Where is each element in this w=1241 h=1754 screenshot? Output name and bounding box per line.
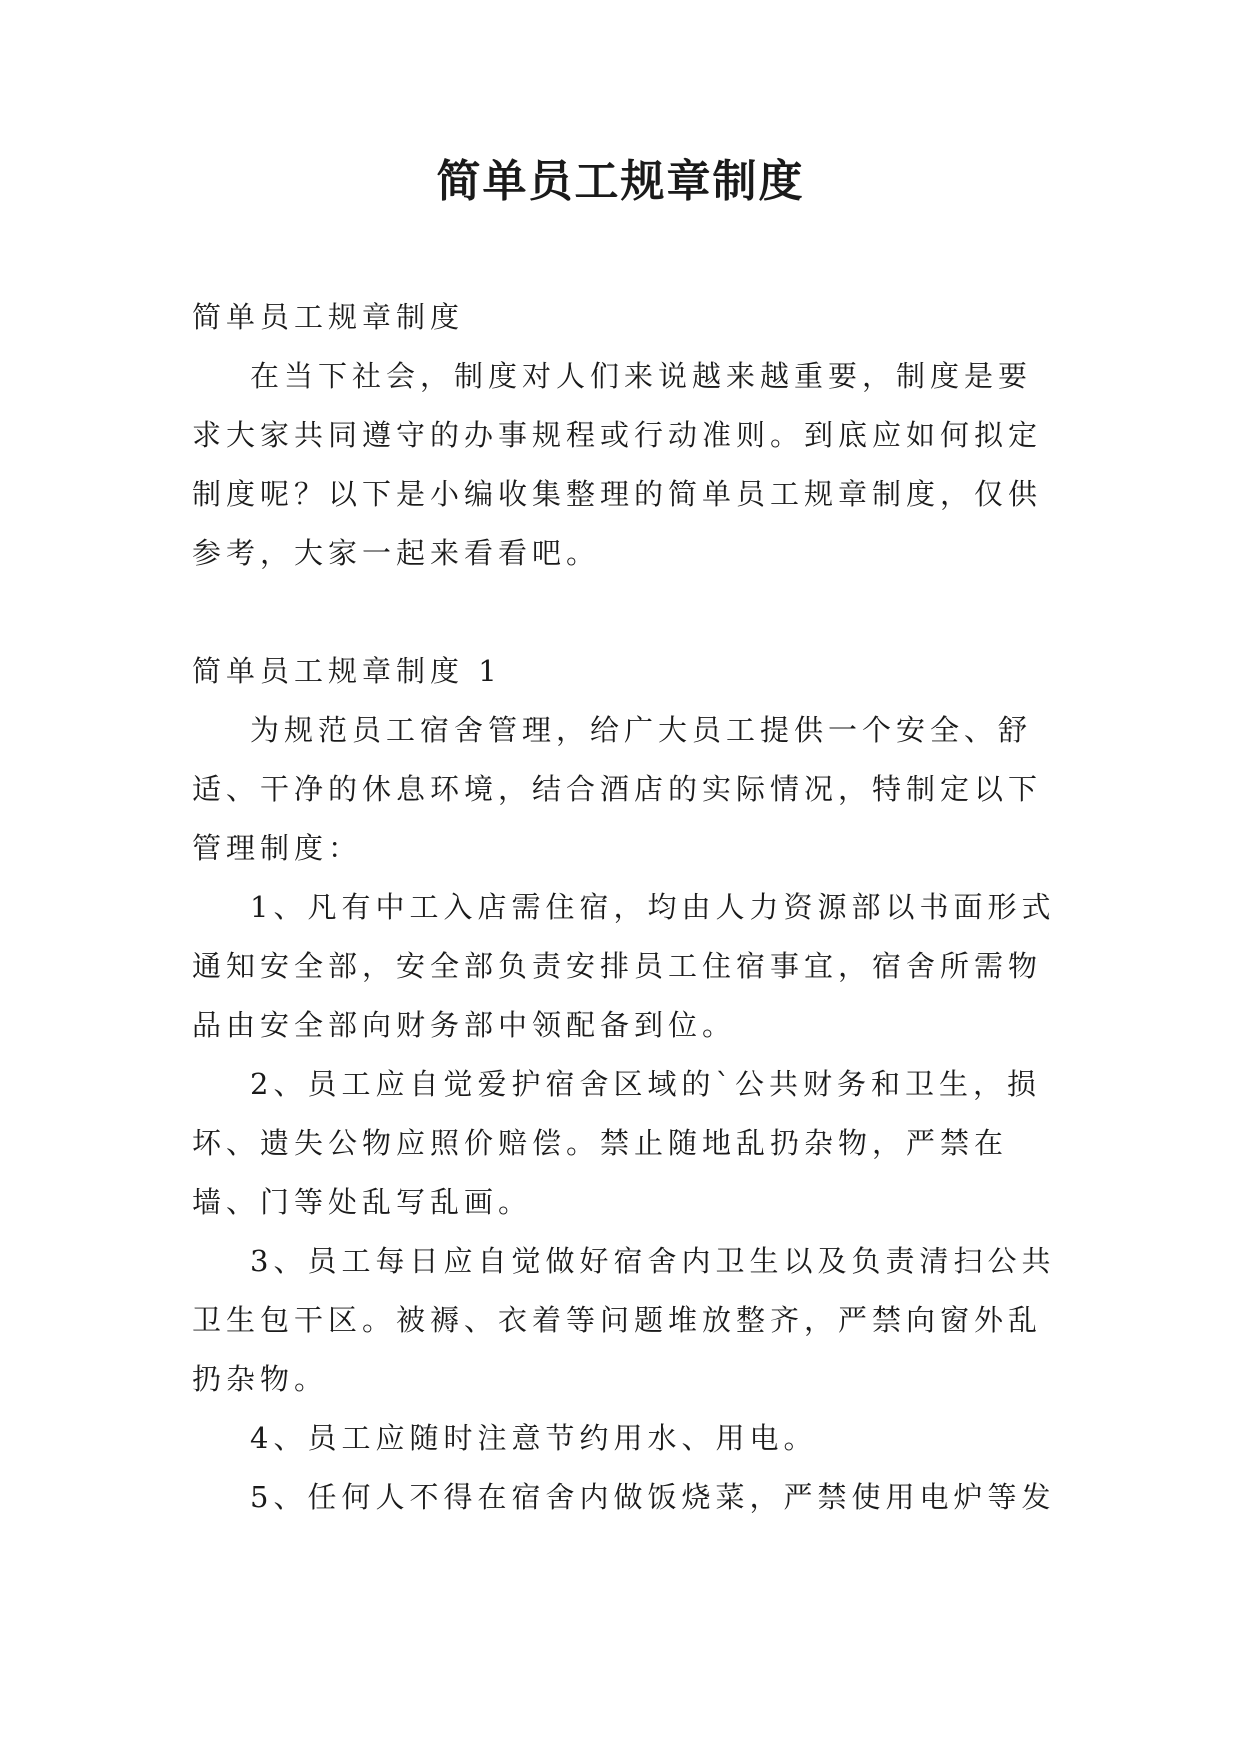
document-subtitle: 简单员工规章制度 <box>192 300 465 334</box>
document-title: 简单员工规章制度 <box>436 156 805 207</box>
section-heading: 简单员工规章制度 1 <box>192 654 502 688</box>
paragraph-rule-2: 2、员工应自觉爱护宿舍区域的`公共财务和卫生，损坏、遗失公物应照价赔偿。禁止随地乱扔杂物，严禁在墙、门等处乱写乱画。 <box>192 1067 1041 1219</box>
paragraph-rule-4: 4、员工应随时注意节约用水、用电。 <box>250 1421 818 1455</box>
paragraph-rule-5: 5、任何人不得在宿舍内做饭烧菜，严禁使用电炉等发 <box>250 1480 1056 1514</box>
paragraph-preamble: 为规范员工宿舍管理，给广大员工提供一个安全、舒适、干净的休息环境，结合酒店的实际情况，特制定以下管理制度： <box>192 713 1043 865</box>
intro-paragraph: 在当下社会，制度对人们来说越来越重要，制度是要求大家共同遵守的办事规程或行动准则。到底应如何拟定制度呢？以下是小编收集整理的简单员工规章制度，仅供参考，大家一起来看看吧。 <box>192 359 1043 570</box>
paragraph-rule-3: 3、员工每日应自觉做好宿舍内卫生以及负责清扫公共卫生包干区。被褥、衣着等问题堆放整齐，严禁向窗外乱扔杂物。 <box>192 1244 1056 1396</box>
paragraph-rule-1: 1、凡有中工入店需住宿，均由人力资源部以书面形式通知安全部，安全部负责安排员工住宿事宜，宿舍所需物品由安全部向财务部中领配备到位。 <box>192 890 1056 1042</box>
document-body <box>192 288 1062 1527</box>
